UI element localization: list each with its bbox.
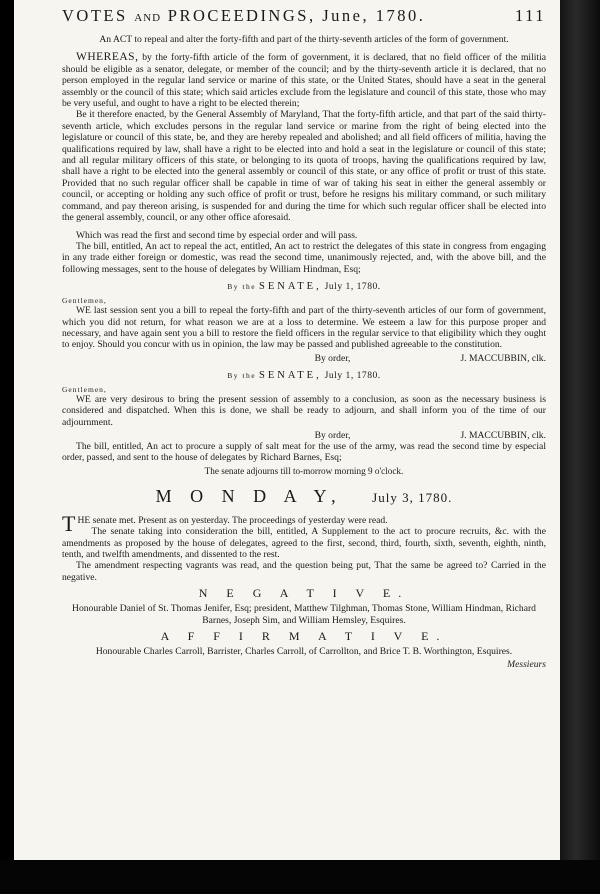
header-title-and: AND xyxy=(134,12,162,24)
monday-date: July 3, 1780. xyxy=(372,489,453,505)
message1-heading xyxy=(62,281,546,292)
act-title: An ACT to repeal and alter the forty-fifth and part of the thirty-seventh articles of the form of government. xyxy=(99,34,509,45)
message2-date: July 1, 1780. xyxy=(324,369,381,381)
document-page xyxy=(14,0,560,860)
scan-bottom-edge xyxy=(0,860,600,894)
message2-salutation: Gentlemen, xyxy=(62,384,107,394)
message1-date: July 1, 1780. xyxy=(324,281,381,293)
negative-names: Honourable Daniel of St. Thomas Jenifer, Esq; president, Matthew Tilghman, Thomas Stone, William Hindman, Richard Barnes, Joseph Sim, and William Hemsley, Esquires. xyxy=(72,603,536,626)
whereas-lead: WHEREAS, xyxy=(76,51,139,64)
monday-day: M O N D A Y, xyxy=(155,485,343,506)
whereas-text: by the forty-fifth article of the form of government, it is declared, that no field officer of the militia should be eligible as a senator, delegate, or member of the council; and by the thirty-seventh article it is declared, that no person employed in the regular land service or marine of this state, or the United States, should have a seat in the general assembly or the council of this state; which said articles exclude from the legislature and council of this state, those who may be very useful, and ought to have a right to be elected therein; xyxy=(62,52,546,110)
message2-senate: SENATE, xyxy=(259,369,322,381)
header-title xyxy=(62,6,425,26)
message2-text: WE are very desirous to bring the present session of assembly to a conclusion, as soon as the necessary business is considered and dispatched. When this is done, we shall be ready to adjourn, and shall inform you of the time of our adjournment. xyxy=(62,393,546,428)
read-twice-paragraph: Which was read the first and second time by especial order and will pass. xyxy=(76,229,358,241)
running-header xyxy=(62,6,546,26)
message1-order: By order, xyxy=(314,352,351,364)
header-title-proceedings: PROCEEDINGS, xyxy=(167,6,316,25)
affirmative-names: Honourable Charles Carroll, Barrister, Charles Carroll, of Carrollton, and Brice T. B. Worthington, Esquires. xyxy=(95,646,513,658)
senate-met-paragraph: THE senate met. Present as on yesterday. The proceedings of yesterday were read. xyxy=(62,510,388,536)
restrict-bill-paragraph: The bill, entitled, An act to repeal the act, entitled, An act to restrict the delegates of this state in congress from engaging in any trade either foreign or domestic, was read the second time, unanimously rejected, and, with the above bill, and the following messages, sent to the house of delegates by William Hindman, Esq; xyxy=(62,240,546,275)
catchword: Messieurs xyxy=(507,659,546,671)
message2-by: By the xyxy=(227,370,257,380)
header-title-votes: VOTES xyxy=(62,6,128,25)
message2-signature xyxy=(62,430,546,441)
supplement-paragraph: The senate taking into consideration the bill, entitled, A Supplement to the act to procure recruits, &c. with the amendments as proposed by the house of delegates, agreed to the first, second, third, fourth, sixth, seventh, eighth, ninth, tenth, and twelfth amendments, and dissented to the rest. xyxy=(62,526,546,560)
adjourn-line: The senate adjourns till to-morrow morning 9 o'clock. xyxy=(204,465,404,476)
page-content xyxy=(62,6,546,670)
vagrants-paragraph: The amendment respecting vagrants was read, and the question being put, That the same be agreed to? Carried in the negative. xyxy=(62,560,546,583)
monday-heading xyxy=(62,486,546,507)
message1-by: By the xyxy=(227,282,257,292)
enacting-paragraph: Be it therefore enacted, by the General Assembly of Maryland, That the forty-fifth article, and that part of the said thirty-seventh article, which excludes persons in the regular land service or marine from the right of being elected into the legislature or council of this state, be, and they are hereby repealed and abolished; and all field officers of militia, having the qualifications required by law, shall have a right to be elected into and hold a seat in the legislature or council of this state; and all regular military officers of this state, or belonging to its quota of troops, having the qualifications required by law, shall have a right to be elected into the general assembly or council of this state, or any office of profit or trust of this state. Provided that no such regular officer shall be capable in time of war of taking his seat in either the general assembly or council, or accepting or holding any such office of profit or trust, before he resigns his military command, or such military command, and pay thereon arising, is suspended for and during the time for which such regular officer shall be elected into the general assembly, council, or any other office aforesaid. xyxy=(62,109,546,224)
message2-clerk: J. MACCUBBIN, clk. xyxy=(460,429,546,441)
message1-text: WE last session sent you a bill to repeal the forty-fifth and part of the thirty-seventh articles of our form of government, which you did not return, for what reason we are at a loss to determine. We esteem a law for this purpose proper and necessary, and have again sent you a bill to restore the field officers in the regular service to that eligibility which they ought to enjoy. Should you concur with us in opinion, the law may be passed and published agreeable to the constitution. xyxy=(62,305,546,351)
message1-clerk: J. MACCUBBIN, clk. xyxy=(460,352,546,364)
message1-salutation: Gentlemen, xyxy=(62,296,107,306)
page-number: 111 xyxy=(514,6,546,25)
book-spine xyxy=(560,0,600,894)
negative-heading: N E G A T I V E. xyxy=(198,586,410,601)
message2-heading xyxy=(62,370,546,381)
header-date: June, 1780. xyxy=(322,6,426,25)
whereas-paragraph xyxy=(62,52,546,109)
affirmative-heading: A F F I R M A T I V E. xyxy=(160,629,448,644)
message2-order: By order, xyxy=(314,429,351,441)
message1-signature xyxy=(62,353,546,364)
message1-senate: SENATE, xyxy=(259,281,322,293)
salt-meat-paragraph: The bill, entitled, An act to procure a supply of salt meat for the use of the army, was read the second time by especial order, passed, and sent to the house of delegates by Richard Barnes, Esq; xyxy=(62,440,546,464)
